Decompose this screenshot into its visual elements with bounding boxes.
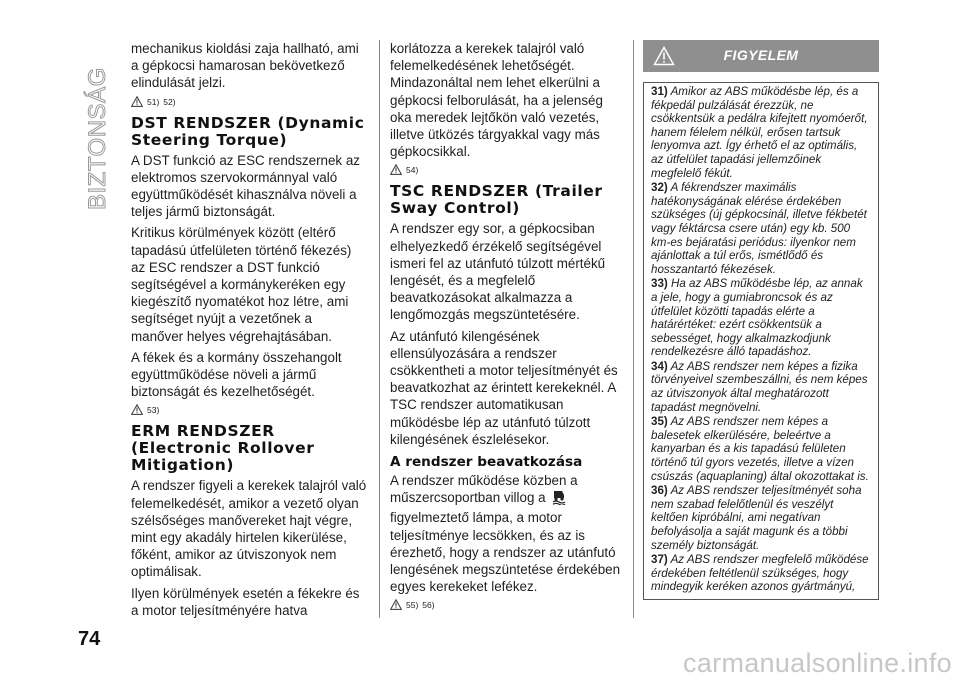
note-number: 36)	[651, 484, 668, 498]
note-text: Amikor az ABS működésbe lép, és a fékpedál pulzálását érezzük, ne csökkentsük a pedálra kifejtett nyomóerőt, hanem félelem nélkül, erősen tartsuk lenyomva azt. Így érhető el az optimális, az útfelület tapadási jellemzőinek megfelelő fékút.	[651, 85, 868, 180]
column-divider	[633, 40, 634, 618]
warning-note	[651, 415, 872, 483]
column-middle	[390, 40, 622, 618]
warning-ref[interactable]: 52)	[163, 96, 176, 107]
warning-triangle-icon	[390, 164, 402, 175]
warning-refs	[390, 164, 622, 175]
warning-refs	[390, 599, 622, 610]
note-text: Az ABS rendszer nem képes a balesetek elkerülésére, beleértve a kanyarban és a kis tapadású felületen történő túl gyors vezetés, illetve a vízen csúszás (aquaplaning) által okozottakat is.	[651, 415, 869, 483]
svg-text:BIZTONSÁG: BIZTONSÁG	[84, 67, 111, 210]
paragraph: Ilyen körülmények esetén a fékekre és a motor teljesítményére hatva	[131, 585, 360, 618]
section-heading-tsc: TSC RENDSZER (Trailer Sway Control)	[390, 182, 603, 218]
warning-triangle-icon	[131, 404, 143, 415]
paragraph: Kritikus körülmények között (eltérő tapadású útfelületen történő fékezés) az ESC rendszer a DST funkció segítségével a kormánykeréken egy kiegészítő nyomatékot hoz létre, ami segítséget nyújt a vezetőnek a manőver helyes végrehajtásában.	[131, 225, 352, 344]
paragraph	[390, 472, 622, 595]
warning-note	[651, 277, 872, 359]
paragraph-part: figyelmeztető lámpa, a motor teljesítménye lecsökken, és az is érezhető, hogy a rendszer az utánfutó lengésének megszüntetése érdekében egyes kerekeket lefékez.	[390, 510, 621, 595]
note-number: 35)	[651, 415, 668, 429]
warning-note	[651, 484, 872, 552]
warning-ref[interactable]: 51)	[147, 96, 160, 107]
note-text: Az ABS rendszer teljesítményét soha nem szabad felelőtlenül és veszélyt keltően kipróbálni, ami negatívan befolyásolja a saját magunk és a többi személy biztonságát.	[651, 484, 862, 552]
paragraph: Az utánfutó kilengésének ellensúlyozására a rendszer csökkentheti a motor teljesítményét és beavatkozhat az érintett kerekeknél. A TSC rendszer automatikusan működésbe lép az utánfutó túlzott kilengésének észlelésekor.	[390, 328, 618, 447]
warning-ref[interactable]: 56)	[422, 600, 435, 611]
trailer-sway-lamp-icon	[551, 489, 567, 509]
column-divider	[379, 40, 380, 618]
paragraph-part: A rendszer működése közben a műszercsoportban villog a	[390, 473, 578, 506]
warning-title: FIGYELEM	[723, 47, 799, 63]
column-left	[131, 40, 367, 623]
warning-ref[interactable]: 53)	[147, 405, 160, 416]
warning-triangle-icon	[390, 599, 402, 610]
warning-note	[651, 85, 872, 180]
watermark: carmanualsonline.info	[683, 648, 952, 678]
paragraph: korlátozza a kerekek talajról való felemelkedésének lehetőségét. Mindazonáltal nem lehet elkerülni a gépkocsi felborulását, ha a jelenség oka meredek lejtőkön való vezetés, illetve ütközés tárgyakkal vagy más gépkocsikkal.	[390, 41, 603, 160]
note-number: 31)	[651, 85, 668, 98]
warning-ref[interactable]: 54)	[406, 165, 419, 176]
section-heading-dst: DST RENDSZER (Dynamic Steering Torque)	[131, 113, 365, 149]
note-number: 33)	[651, 277, 668, 291]
paragraph: mechanikus kioldási zaja hallható, ami a gépkocsi hamarosan bekövetkező elindulását jelzi.	[131, 41, 359, 91]
subheading: A rendszer beavatkozása	[390, 454, 583, 471]
warning-note	[651, 360, 872, 414]
note-text: Ha az ABS működésbe lép, az annak a jele, hogy a gumiabroncsok és az útfelület közötti tapadás elérte a határértéket: ezért csökkentsük a sebességet, hogy alkalmazkodjunk rendelkezésre álló tapadáshoz.	[651, 277, 863, 359]
note-number: 37)	[651, 553, 668, 567]
warning-refs	[131, 96, 367, 107]
section-title-vertical	[78, 38, 114, 213]
note-number: 34)	[651, 359, 668, 373]
paragraph: A fékek és a kormány összehangolt együttműködése növeli a jármű biztonságát és kezelhetőségét.	[131, 349, 342, 400]
section-heading-erm: ERM RENDSZER (Electronic Rollover Mitigation)	[131, 422, 315, 475]
column-right	[643, 40, 879, 600]
page-number: 74	[78, 628, 101, 650]
warning-note	[651, 553, 872, 594]
paragraph: A DST funkció az ESC rendszernek az elektromos szervokormánnyal való együttműködését kihasználva növeli a teljes jármű biztonságát.	[131, 152, 360, 220]
note-text: Az ABS rendszer megfelelő működése érdekében feltétlenül szükséges, hogy mindegyik keréken azonos gyártmányú,	[651, 553, 869, 594]
warning-header	[643, 40, 879, 72]
paragraph: A rendszer egy sor, a gépkocsiban elhelyezkedő érzékelő segítségével ismeri fel az utánfutó túlzott mértékű lengését, és a megfelelő beavatkozásokat alkalmazza a lengőmozgás megszüntetésére.	[390, 221, 606, 323]
warning-refs	[131, 404, 367, 415]
warning-note	[651, 181, 872, 276]
warning-triangle-icon	[131, 96, 143, 107]
warning-box	[643, 82, 879, 600]
note-text: Az ABS rendszer nem képes a fizika törvényeivel szembeszállni, és nem képes az útviszonyok által meghatározott tapadást megnövelni.	[651, 359, 868, 414]
warning-ref[interactable]: 55)	[406, 600, 419, 611]
note-text: A fékrendszer maximális hatékonyságának elérése érdekében szükséges (új gépkocsinál, illetve fékbetét vagy féktárcsa csere után) egy kb. 500 km-es bejáratási periódus: ilyenkor nem ajánlottak a túl erős, ismétlődő és hosszantartó fékezések.	[651, 181, 867, 276]
paragraph: A rendszer figyeli a kerekek talajról való felemelkedését, amikor a vezető olyan szélsőséges manővereket hajt végre, mint egy akadály hirtelen kikerülése, főként, amikor az útviszonyok nem optimálisak.	[131, 478, 367, 580]
note-number: 32)	[651, 181, 668, 195]
